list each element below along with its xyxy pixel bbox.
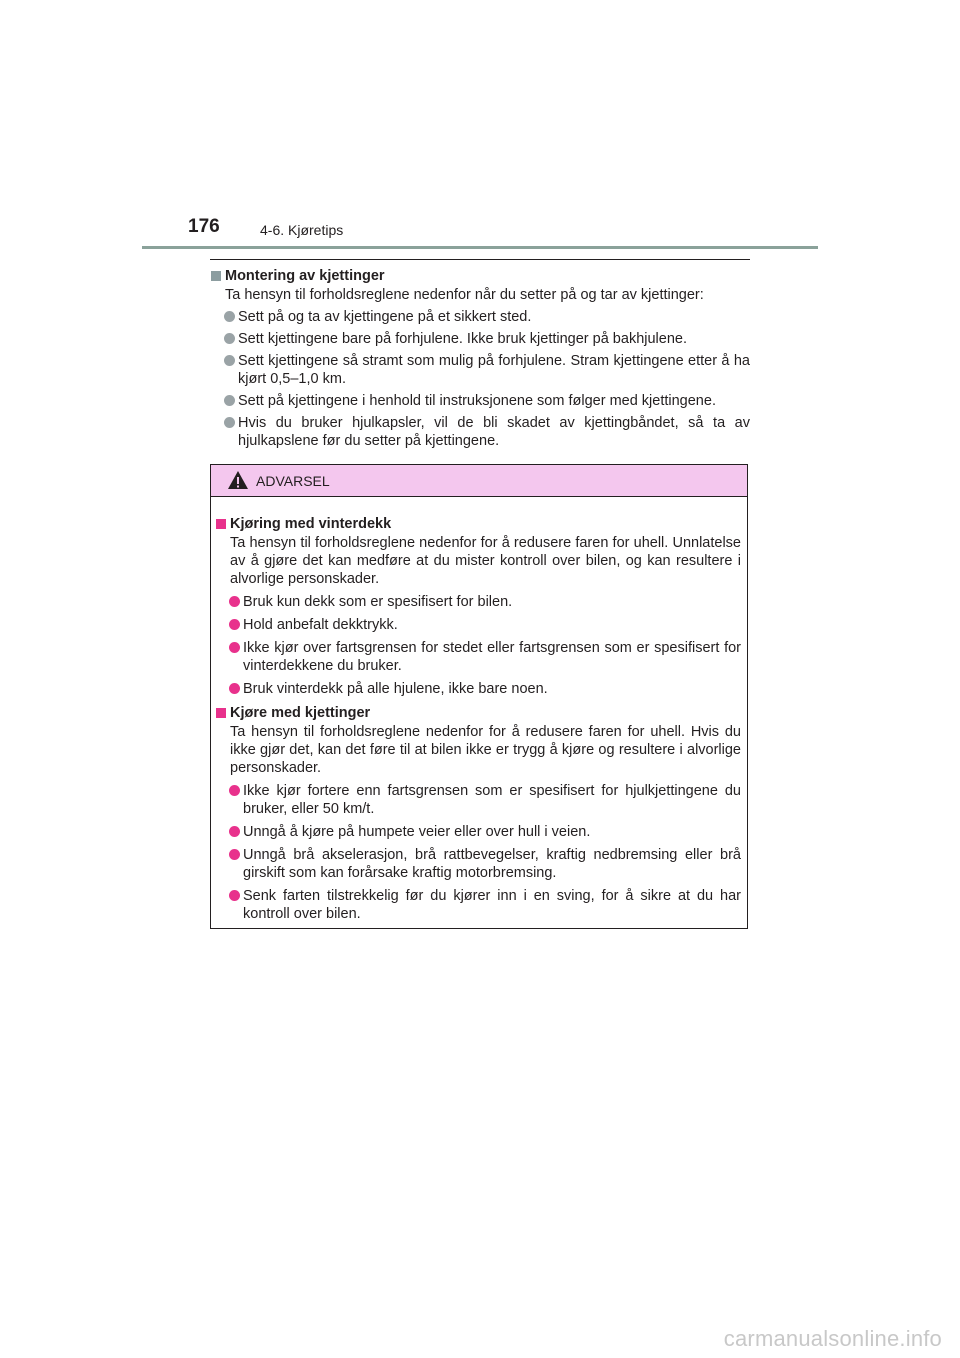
winter-tires-intro: Ta hensyn til forholdsreglene nedenfor for å redusere faren for uhell. Unnlatelse av å gjøre det kan medføre at du mister kontroll over bilen, og kan resultere i alvorlige personskader. xyxy=(230,535,741,587)
list-item: Sett på kjettingene i henhold til instruksjonene som følger med kjettingene. xyxy=(210,392,750,410)
chains-bullet-list xyxy=(215,782,741,923)
circle-bullet-icon xyxy=(224,333,235,344)
circle-bullet-icon xyxy=(229,785,240,796)
circle-bullet-icon xyxy=(229,849,240,860)
square-bullet-icon xyxy=(211,271,221,281)
warning-box xyxy=(210,464,748,929)
winter-tires-bullet-list xyxy=(215,593,741,698)
list-item: Bruk vinterdekk på alle hjulene, ikke bare noen. xyxy=(215,680,741,698)
circle-bullet-icon xyxy=(224,355,235,366)
circle-bullet-icon xyxy=(229,826,240,837)
list-item: Hvis du bruker hjulkapsler, vil de bli skadet av kjettingbåndet, så ta av hjulkapslene før du setter på kjettingene. xyxy=(210,414,750,450)
list-item: Sett på og ta av kjettingene på et sikkert sted. xyxy=(210,308,750,326)
list-item: Unngå å kjøre på humpete veier eller over hull i veien. xyxy=(215,823,741,841)
list-item: Sett kjettingene så stramt som mulig på forhjulene. Stram kjettingene etter å ha kjørt 0,5–1,0 km. xyxy=(210,352,750,388)
section-title: 4-6. Kjøretips xyxy=(260,222,344,238)
mounting-bullet-list xyxy=(210,308,750,450)
circle-bullet-icon xyxy=(224,395,235,406)
circle-bullet-icon xyxy=(229,890,240,901)
page-number: 176 xyxy=(188,216,220,237)
list-item: Ikke kjør fortere enn fartsgrensen som er spesifisert for hjulkjettingene du bruker, eller 50 km/t. xyxy=(215,782,741,818)
chains-intro: Ta hensyn til forholdsreglene nedenfor for å redusere faren for uhell. Hvis du ikke gjør det, kan det føre til at bilen ikke er trygg å kjøre og resultere i alvorlige personskader. xyxy=(230,724,741,776)
mounting-intro: Ta hensyn til forholdsreglene nedenfor når du setter på og tar av kjettinger: xyxy=(225,287,704,303)
circle-bullet-icon xyxy=(224,311,235,322)
warning-label: ADVARSEL xyxy=(256,473,330,489)
list-item: Ikke kjør over fartsgrensen for stedet eller fartsgrensen som er spesifisert for vinterdekkene du bruker. xyxy=(215,639,741,675)
circle-bullet-icon xyxy=(229,619,240,630)
mounting-heading xyxy=(210,267,750,286)
page-header xyxy=(142,214,818,249)
list-item: Unngå brå akselerasjon, brå rattbevegelser, kraftig nedbremsing eller brå girskift som kan forårsake kraftig motorbremsing. xyxy=(215,846,741,882)
chains-title: Kjøre med kjettinger xyxy=(230,705,371,721)
list-item: Bruk kun dekk som er spesifisert for bilen. xyxy=(215,593,741,611)
winter-tires-title: Kjøring med vinterdekk xyxy=(230,516,392,532)
winter-tires-heading xyxy=(215,515,741,534)
square-bullet-icon xyxy=(216,519,226,529)
circle-bullet-icon xyxy=(229,642,240,653)
circle-bullet-icon xyxy=(229,596,240,607)
mounting-section xyxy=(210,259,750,450)
list-item: Sett kjettingene bare på forhjulene. Ikke bruk kjettinger på bakhjulene. xyxy=(210,330,750,348)
warning-triangle-icon xyxy=(227,470,249,490)
watermark: carmanualsonline.info xyxy=(723,1326,942,1351)
circle-bullet-icon xyxy=(224,417,235,428)
warning-header xyxy=(211,465,747,497)
section-divider xyxy=(210,259,750,260)
list-item: Senk farten tilstrekkelig før du kjører inn i en sving, for å sikre at du har kontroll over bilen. xyxy=(215,887,741,923)
chains-heading xyxy=(215,704,741,723)
mounting-title: Montering av kjettinger xyxy=(225,268,385,284)
list-item: Hold anbefalt dekktrykk. xyxy=(215,616,741,634)
circle-bullet-icon xyxy=(229,683,240,694)
warning-body xyxy=(211,497,747,923)
square-bullet-icon xyxy=(216,708,226,718)
